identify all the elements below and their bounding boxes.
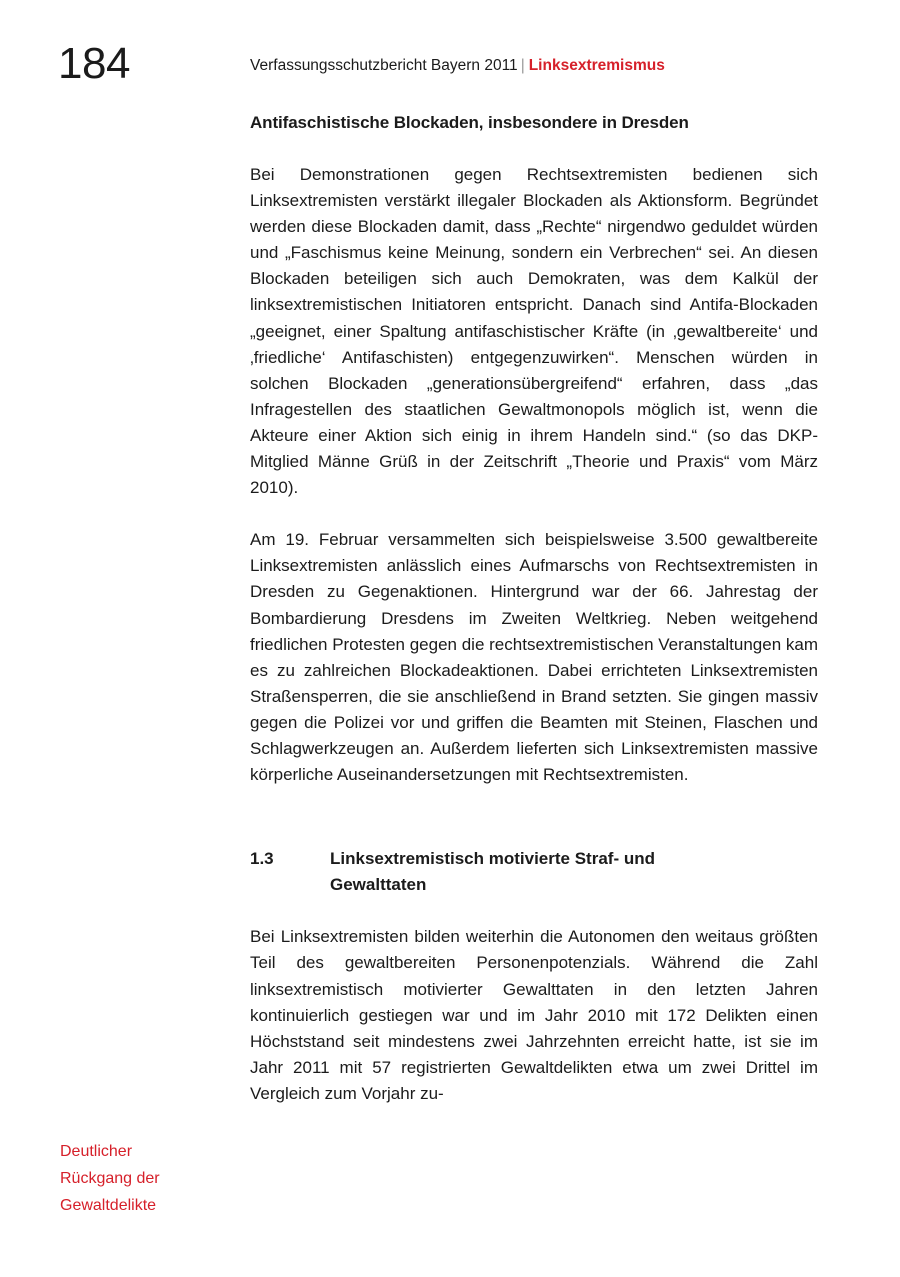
margin-note-line-1: Deutlicher bbox=[60, 1143, 133, 1160]
margin-note-line-2: Rückgang der bbox=[60, 1170, 160, 1187]
subheading: Antifaschistische Blockaden, insbesondere in Dresden bbox=[250, 113, 689, 132]
section-title: Linksextremistisch motivierte Straf- und Gewalttaten bbox=[330, 849, 655, 895]
running-head-separator: | bbox=[520, 57, 525, 74]
margin-note-line-3: Gewaltdelikte bbox=[60, 1197, 157, 1214]
section-heading bbox=[250, 846, 818, 898]
paragraph-1: Bei Demonstrationen gegen Rechtsextremisten bedienen sich Linksextremisten verstärkt illegaler Blockaden als Aktionsform. Begründet werden diese Blockaden damit, dass „Rechte“ nirgendwo geduldet würden und „Faschismus keine Meinung, sondern ein Verbrechen“ sei. An diesen Blockaden beteiligen sich auch Demokraten, was dem Kalkül der linksextremistischen Initiatoren entspricht. Danach sind Antifa-Blockaden „geeignet, einer Spaltung antifaschistischer Kräfte (in ‚gewaltbereite‘ und ‚friedliche‘ Antifaschisten) entgegenzuwirken“. Menschen würden in solchen Blockaden „generationsübergreifend“ erfahren, dass „das Infragestellen des staatlichen Gewaltmonopols möglich ist, wenn die Akteure einer Aktion sich einig in ihrem Handeln sind.“ (so das DKP-Mitglied Männe Grüß in der Zeitschrift „Theorie und Praxis“ vom März 2010). bbox=[250, 165, 818, 498]
margin-note bbox=[60, 1138, 240, 1219]
running-head-report-title: Verfassungsschutzbericht Bayern 2011 bbox=[250, 57, 518, 74]
text-column bbox=[250, 110, 818, 1107]
running-head-section: Linksextremismus bbox=[528, 57, 665, 74]
section-number: 1.3 bbox=[250, 849, 274, 869]
running-head bbox=[250, 56, 665, 76]
paragraph-3: Bei Linksextremisten bilden weiterhin die Autonomen den weitaus größten Teil des gewaltbereiten Personenpotenzials. Während die Zahl linksextremistisch motivierter Gewalttaten in den letzten Jahren kontinuierlich gestiegen war und im Jahr 2010 mit 172 Delikten einen Höchststand seit mindestens zwei Jahrzehnten erreicht hatte, ist sie im Jahr 2011 mit 57 registrierten Gewaltdelikten etwa um zwei Drittel im Vergleich zum Vorjahr zu- bbox=[250, 927, 818, 1103]
paragraph-2: Am 19. Februar versammelten sich beispielsweise 3.500 gewaltbereite Linksextremisten anlässlich eines Aufmarschs von Rechtsextremisten in Dresden zu Gegenaktionen. Hintergrund war der 66. Jahrestag der Bombardierung Dresdens im Zweiten Weltkrieg. Neben weitgehend friedlichen Protesten gegen die rechtsextremistischen Veranstaltungen kam es zu zahlreichen Blockadeaktionen. Dabei errichteten Linksextremisten Straßensperren, die sie anschließend in Brand setzten. Sie gingen massiv gegen die Polizei vor und griffen die Beamten mit Steinen, Flaschen und Schlagwerkzeugen an. Außerdem lieferten sich Linksextremisten massive körperliche Auseinandersetzungen mit Rechtsextremisten. bbox=[250, 530, 818, 785]
page-number: 184 bbox=[58, 39, 130, 88]
